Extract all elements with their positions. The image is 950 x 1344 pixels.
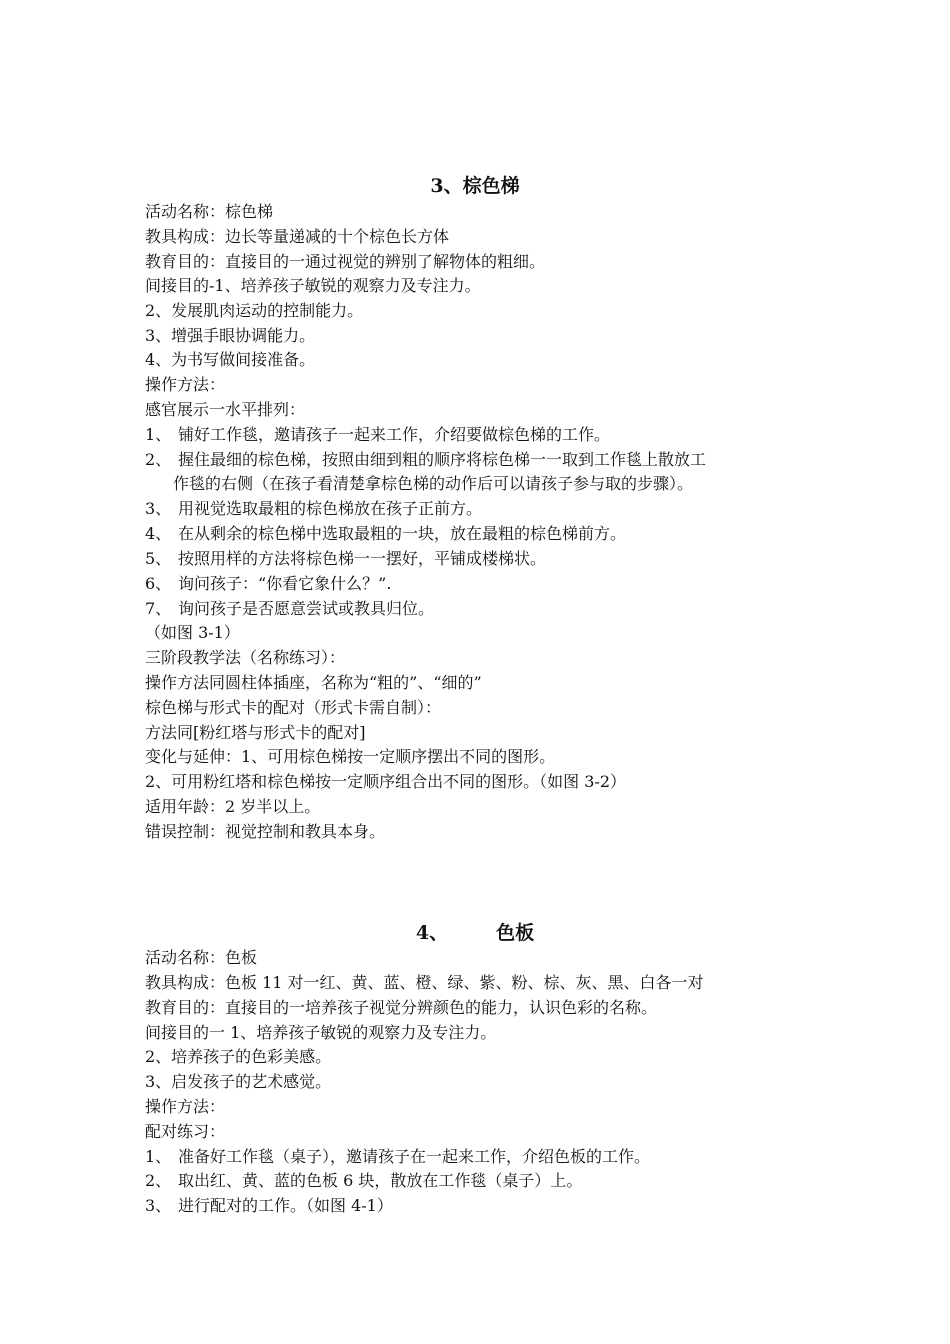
text-line: 3、启发孩子的艺术感觉。 xyxy=(145,1072,332,1091)
text-line: 方法同[粉红塔与形式卡的配对] xyxy=(145,723,366,742)
step-text: 询问孩子是否愿意尝试或教具归位。 xyxy=(178,599,435,618)
step-text: 按照用样的方法将棕色梯一一摆好，平铺成楼梯状。 xyxy=(178,549,547,568)
text-line: 感官展示一水平排列： xyxy=(145,400,306,419)
step-text: 取出红、黄、蓝的色板 6 块，散放在工作毯（桌子）上。 xyxy=(178,1171,583,1190)
text-line: 活动名称：棕色梯 xyxy=(145,202,274,221)
text-line: 间接目的一 1、培养孩子敏锐的观察力及专注力。 xyxy=(145,1023,497,1042)
step-number: 3、 xyxy=(145,499,172,518)
step-text-continued: 作毯的右侧（在孩子看清楚拿棕色梯的动作后可以请孩子参与取的步骤）。 xyxy=(173,474,694,493)
text-line: 变化与延伸：1、可用棕色梯按一定顺序摆出不同的图形。 xyxy=(145,747,556,766)
text-line: 教育目的：直接目的一培养孩子视觉分辨颜色的能力，认识色彩的名称。 xyxy=(145,998,658,1017)
step-number: 2、 xyxy=(145,1171,172,1190)
text-line: 棕色梯与形式卡的配对（形式卡需自制）： xyxy=(145,698,442,717)
text-line: 操作方法： xyxy=(145,375,226,394)
text-line: 错误控制：视觉控制和教具本身。 xyxy=(145,822,386,841)
step-text: 用视觉选取最粗的棕色梯放在孩子正前方。 xyxy=(178,499,483,518)
text-line: 2、发展肌肉运动的控制能力。 xyxy=(145,301,364,320)
step-number: 1、 xyxy=(145,1147,172,1166)
text-line: 适用年龄：2 岁半以上。 xyxy=(145,797,321,816)
text-line: 操作方法： xyxy=(145,1097,226,1116)
section-4-title xyxy=(0,921,950,945)
step-text: 铺好工作毯，邀请孩子一起来工作，介绍要做棕色梯的工作。 xyxy=(178,425,611,444)
text-line: 教育目的：直接目的一通过视觉的辨别了解物体的粗细。 xyxy=(145,252,546,271)
step-text: 握住最细的棕色梯，按照由细到粗的顺序将棕色梯一一取到工作毯上散放工 xyxy=(178,450,707,469)
text-line: 教具构成：边长等量递减的十个棕色长方体 xyxy=(145,227,450,246)
section-4-title-number: 4、 xyxy=(415,922,449,944)
text-line: 2、可用粉红塔和棕色梯按一定顺序组合出不同的图形。（如图 3-2） xyxy=(145,772,627,791)
text-line: 教具构成：色板 11 对一红、黄、蓝、橙、绿、紫、粉、棕、灰、黑、白各一对 xyxy=(145,973,704,992)
step-number: 7、 xyxy=(145,599,172,618)
section-3-title: 3、棕色梯 xyxy=(430,175,520,197)
step-number: 1、 xyxy=(145,425,172,444)
step-number: 3、 xyxy=(145,1196,172,1215)
text-line: 2、培养孩子的色彩美感。 xyxy=(145,1047,332,1066)
section-4-title-text: 色板 xyxy=(496,922,535,944)
step-number: 4、 xyxy=(145,524,172,543)
text-line: 间接目的-1、培养孩子敏锐的观察力及专注力。 xyxy=(145,276,481,295)
text-line: 活动名称：色板 xyxy=(145,948,258,967)
text-line: 操作方法同圆柱体插座，名称为“粗的”、“细的” xyxy=(145,673,482,692)
step-number: 6、 xyxy=(145,574,172,593)
step-text: 询问孩子：“你看它象什么？”. xyxy=(178,574,392,593)
step-text: 准备好工作毯（桌子），邀请孩子在一起来工作，介绍色板的工作。 xyxy=(178,1147,651,1166)
step-number: 5、 xyxy=(145,549,172,568)
text-line: 配对练习： xyxy=(145,1122,226,1141)
text-line: 3、增强手眼协调能力。 xyxy=(145,326,316,345)
step-text: 在从剩余的棕色梯中选取最粗的一块，放在最粗的棕色梯前方。 xyxy=(178,524,627,543)
text-line: （如图 3-1） xyxy=(145,623,240,642)
text-line: 4、为书写做间接准备。 xyxy=(145,350,316,369)
step-number: 2、 xyxy=(145,450,172,469)
text-line: 三阶段教学法（名称练习）： xyxy=(145,648,346,667)
step-text: 进行配对的工作。（如图 4-1） xyxy=(178,1196,393,1215)
